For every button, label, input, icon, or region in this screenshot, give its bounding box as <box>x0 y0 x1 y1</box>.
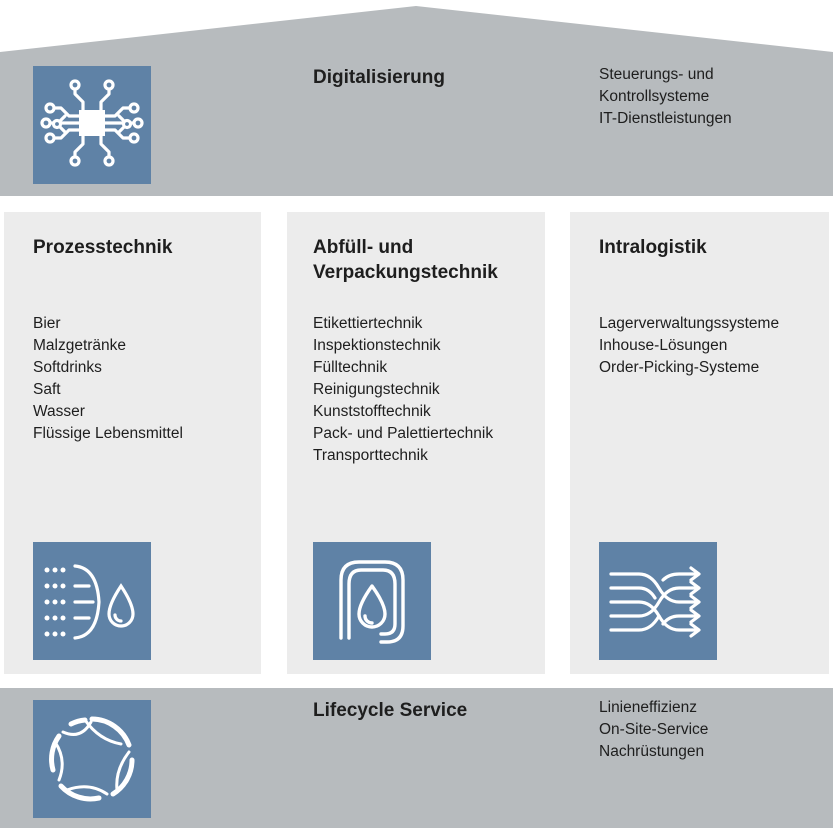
lifecycle-icon-box <box>33 700 151 818</box>
list-item: Pack- und Palettiertechnik <box>313 425 494 442</box>
lifecycle-list <box>599 697 708 763</box>
prozesstechnik-title: Prozesstechnik <box>33 237 173 258</box>
list-item: Reinigungstechnik <box>313 381 440 398</box>
digitalisierung-icon-box <box>33 66 151 184</box>
list-item: Kunststofftechnik <box>313 403 431 420</box>
list-item: Lagerverwaltungssysteme <box>599 315 780 332</box>
list-item: Inhouse-Lösungen <box>599 337 728 354</box>
list-item: Transporttechnik <box>313 447 428 464</box>
intralogistik-list <box>599 313 779 379</box>
list-item: IT-Dienstleistungen <box>599 110 732 127</box>
list-item: Kontrollsysteme <box>599 88 710 105</box>
prozesstechnik-icon-box <box>33 542 151 660</box>
list-item: Softdrinks <box>33 359 102 376</box>
list-item: Malzgetränke <box>33 337 127 354</box>
list-item: Linieneffizienz <box>599 699 697 716</box>
abfuell-title-line-2: Verpackungstechnik <box>313 262 498 283</box>
list-item: Etikettiertechnik <box>313 315 423 332</box>
digitalisierung-list <box>599 64 732 130</box>
list-item: Fülltechnik <box>313 359 388 376</box>
digitalisierung-title: Digitalisierung <box>313 67 445 88</box>
list-item: Bier <box>33 315 61 332</box>
aperture-cycle-icon <box>33 700 151 818</box>
crossing-arrows-icon <box>599 542 717 660</box>
intralogistik-title: Intralogistik <box>599 237 707 258</box>
bottle-drop-icon <box>313 542 431 660</box>
abfuell-icon-box <box>313 542 431 660</box>
list-item: Order-Picking-Systeme <box>599 359 760 376</box>
list-item: Flüssige Lebensmittel <box>33 425 183 442</box>
prozesstechnik-list <box>33 313 183 445</box>
intralogistik-icon-box <box>599 542 717 660</box>
spray-drop-icon <box>33 542 151 660</box>
list-item: On-Site-Service <box>599 721 709 738</box>
list-item: Inspektionstechnik <box>313 337 441 354</box>
list-item: Nachrüstungen <box>599 743 705 760</box>
list-item: Saft <box>33 381 61 398</box>
list-item: Wasser <box>33 403 85 420</box>
abfuell-title-line-1: Abfüll- und <box>313 237 414 258</box>
circuit-chip-icon <box>33 66 151 184</box>
list-item: Steuerungs- und <box>599 66 714 83</box>
abfuell-list <box>313 313 493 467</box>
lifecycle-title: Lifecycle Service <box>313 700 468 721</box>
